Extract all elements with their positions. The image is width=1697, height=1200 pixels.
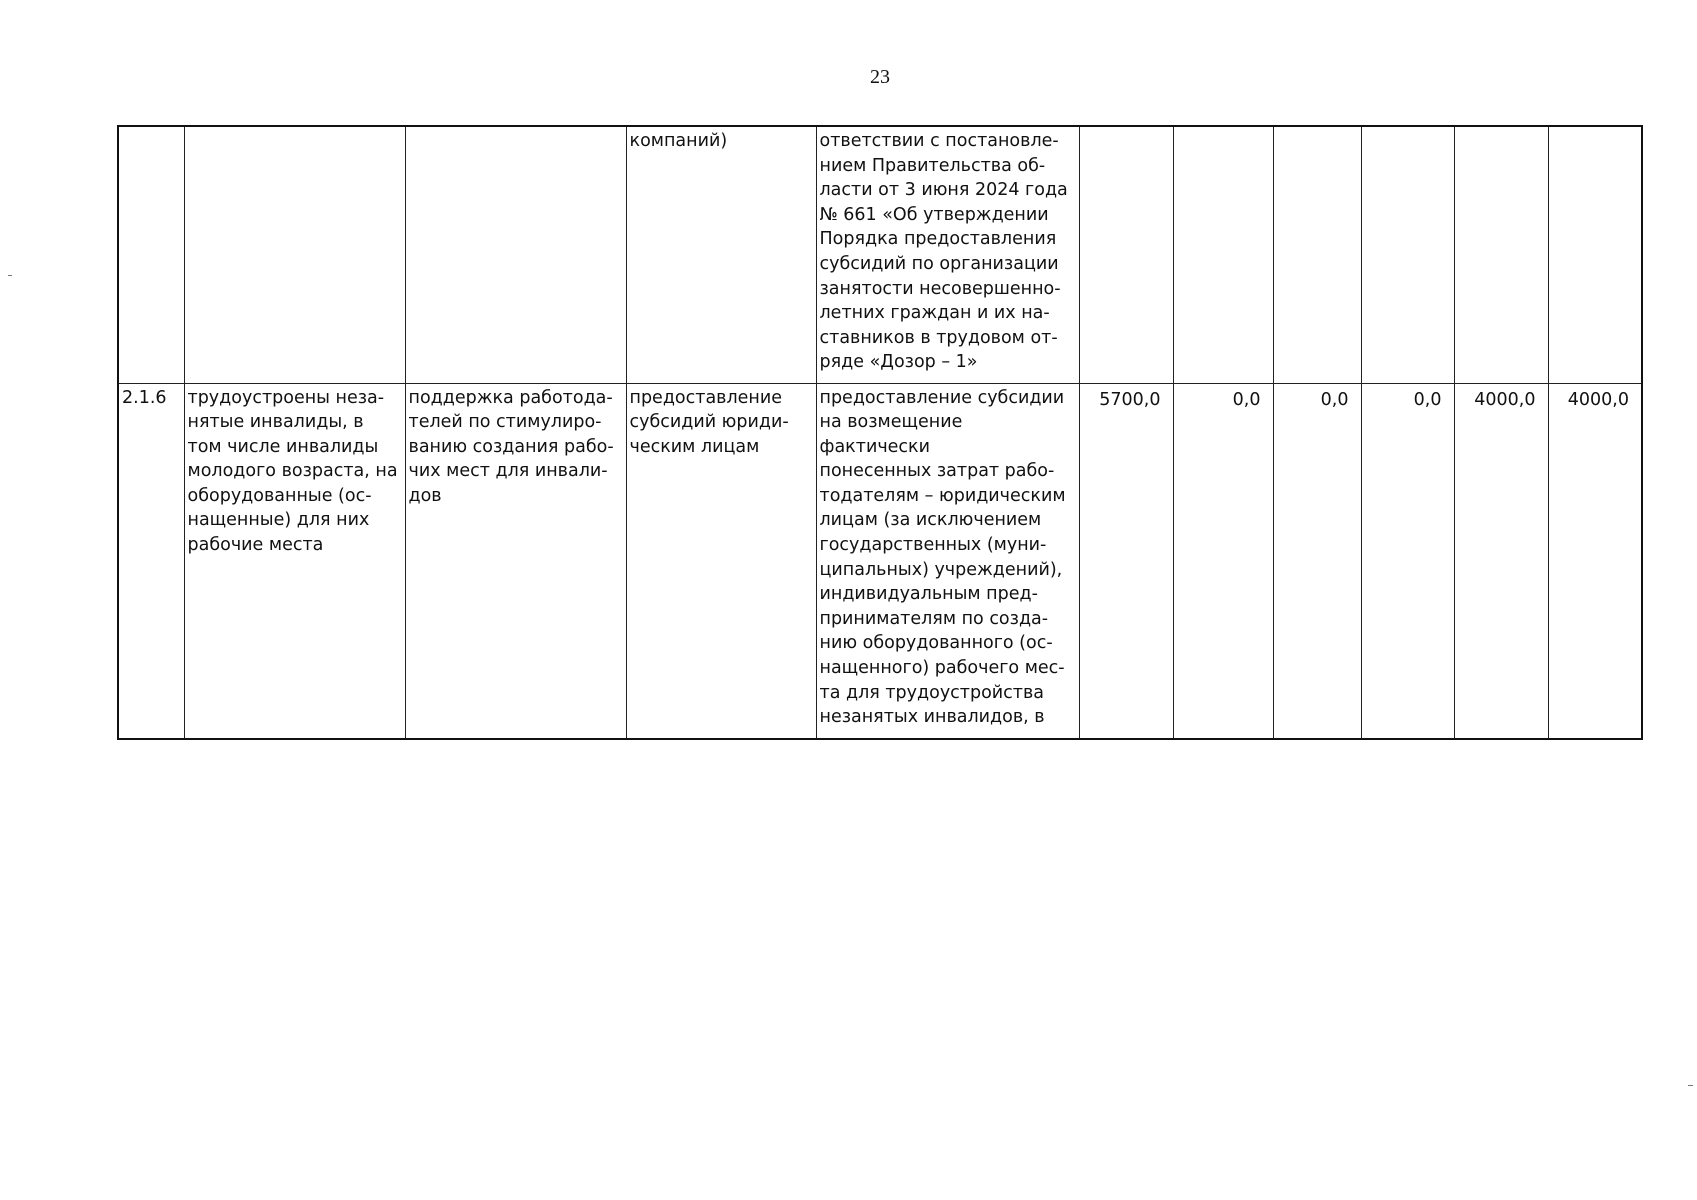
cell-value xyxy=(1173,126,1273,383)
cell-description: предоставление субсидии на возмещение фактически понесенных затрат рабо- тодателям – юридическим лицам (за исключением государственных (муни- ципальных) учреждений), индивидуальным пред- принимателям по созда- нию оборудованного (ос- нащенного) рабочего мес- та для трудоустройства незанятых инвалидов, в xyxy=(816,383,1079,739)
cell-number: 2.1.6 xyxy=(118,383,184,739)
cell-result xyxy=(184,126,405,383)
program-measures-table xyxy=(117,125,1643,740)
left-margin-mark xyxy=(8,275,12,276)
cell-measure: поддержка работода- телей по стимулиро- ванию создания рабо- чих мест для инвали- дов xyxy=(405,383,626,739)
cell-value xyxy=(1079,126,1173,383)
cell-value: 4000,0 xyxy=(1454,383,1548,739)
cell-value xyxy=(1273,126,1361,383)
page-number: 23 xyxy=(870,66,890,88)
cell-mechanism: компаний) xyxy=(626,126,816,383)
cell-value xyxy=(1454,126,1548,383)
table-row-2-1-6 xyxy=(118,383,1642,739)
cell-value: 0,0 xyxy=(1273,383,1361,739)
cell-measure xyxy=(405,126,626,383)
table-row-continuation xyxy=(118,126,1642,383)
cell-description: ответствии с постановле- нием Правительства об- ласти от 3 июня 2024 года № 661 «Об утверждении Порядка предоставления субсидий по организации занятости несовершенно- летних граждан и их на- ставников в трудовом от- ряде «Дозор – 1» xyxy=(816,126,1079,383)
cell-value: 0,0 xyxy=(1173,383,1273,739)
cell-result: трудоустроены неза- нятые инвалиды, в том числе инвалиды молодого возраста, на оборудованные (ос- нащенные) для них рабочие места xyxy=(184,383,405,739)
cell-value xyxy=(1548,126,1642,383)
cell-value: 5700,0 xyxy=(1079,383,1173,739)
cell-number xyxy=(118,126,184,383)
cell-mechanism: предоставление субсидий юриди- ческим лицам xyxy=(626,383,816,739)
cell-value: 0,0 xyxy=(1361,383,1454,739)
cell-value: 4000,0 xyxy=(1548,383,1642,739)
right-margin-mark xyxy=(1688,1085,1693,1086)
cell-value xyxy=(1361,126,1454,383)
